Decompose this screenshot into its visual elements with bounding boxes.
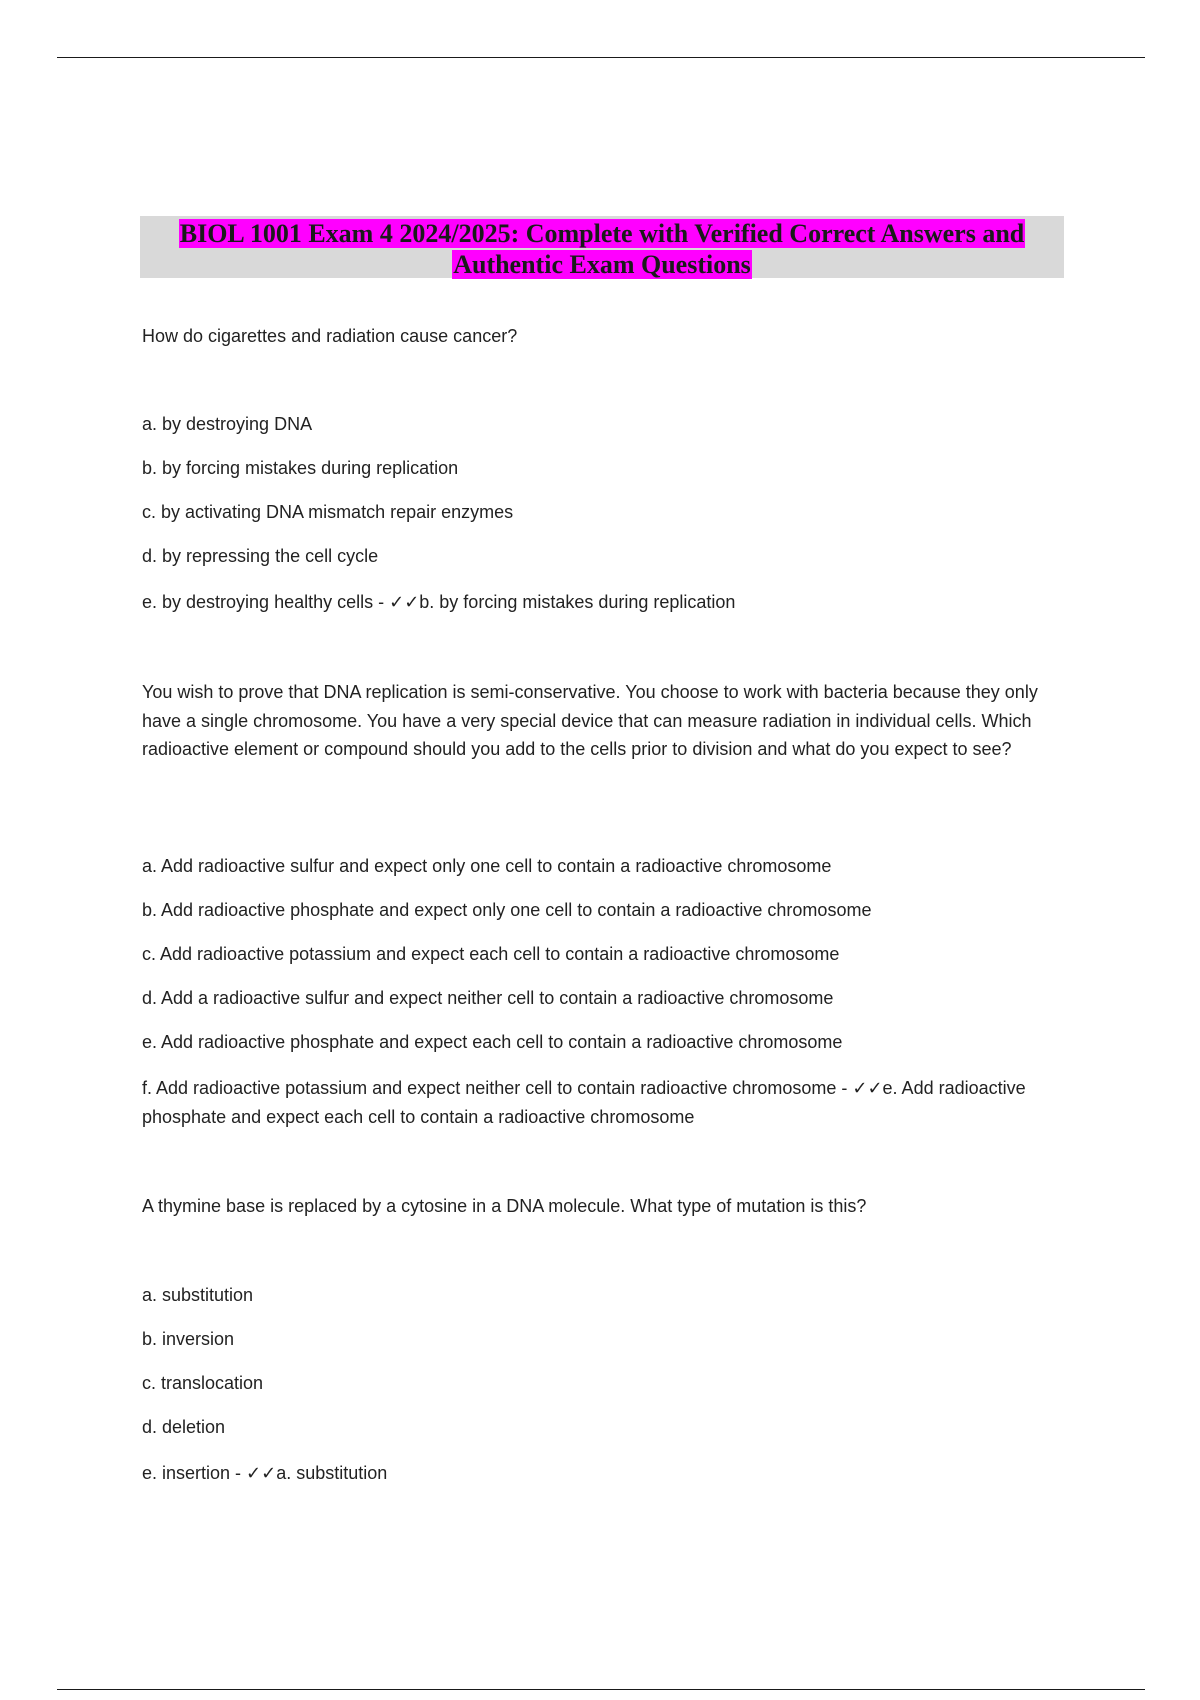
question-2-option-f-answer: f. Add radioactive potassium and expect neither cell to contain radioactive chromosome - ✓✓e. Add radioactive phosphate and expect each cell to contain a radioactive chromosome (142, 1078, 1026, 1127)
question-3-option-e-answer: e. insertion - ✓✓a. substitution (142, 1463, 388, 1483)
footer-rule (57, 1689, 1145, 1690)
question-2-option-c: c. Add radioactive potassium and expect each cell to contain a radioactive chromosome (142, 944, 840, 964)
header-rule (57, 57, 1145, 58)
document-title (140, 218, 1064, 280)
question-2-option-d: d. Add a radioactive sulfur and expect neither cell to contain a radioactive chromosome (142, 988, 834, 1008)
question-3-option-b: b. inversion (142, 1329, 235, 1349)
question-1-prompt: How do cigarettes and radiation cause cancer? (142, 326, 518, 346)
question-2-option-a: a. Add radioactive sulfur and expect only one cell to contain a radioactive chromosome (142, 856, 832, 876)
question-2-option-e: e. Add radioactive phosphate and expect each cell to contain a radioactive chromosome (142, 1032, 843, 1052)
question-1-option-d: d. by repressing the cell cycle (142, 546, 379, 566)
question-3-option-d: d. deletion (142, 1417, 226, 1437)
question-2-option-b: b. Add radioactive phosphate and expect only one cell to contain a radioactive chromosome (142, 900, 872, 920)
question-2-prompt: You wish to prove that DNA replication is semi-conservative. You choose to work with bacteria because they only have a single chromosome. You have a very special device that can measure radiation in individual cells. Which radioactive element or compound should you add to the cells prior to division and what do you expect to see? (142, 682, 1038, 759)
question-1-option-e-answer: e. by destroying healthy cells - ✓✓b. by forcing mistakes during replication (142, 592, 736, 612)
question-1-option-a: a. by destroying DNA (142, 414, 313, 434)
question-3-option-a: a. substitution (142, 1285, 254, 1305)
question-3-option-c: c. translocation (142, 1373, 264, 1393)
question-1-option-c: c. by activating DNA mismatch repair enzymes (142, 502, 514, 522)
question-1-option-b: b. by forcing mistakes during replication (142, 458, 459, 478)
title-highlight: BIOL 1001 Exam 4 2024/2025: Complete with Verified Correct Answers and Authentic Exam Questions (179, 219, 1025, 279)
question-3-prompt: A thymine base is replaced by a cytosine in a DNA molecule. What type of mutation is this? (142, 1196, 867, 1216)
